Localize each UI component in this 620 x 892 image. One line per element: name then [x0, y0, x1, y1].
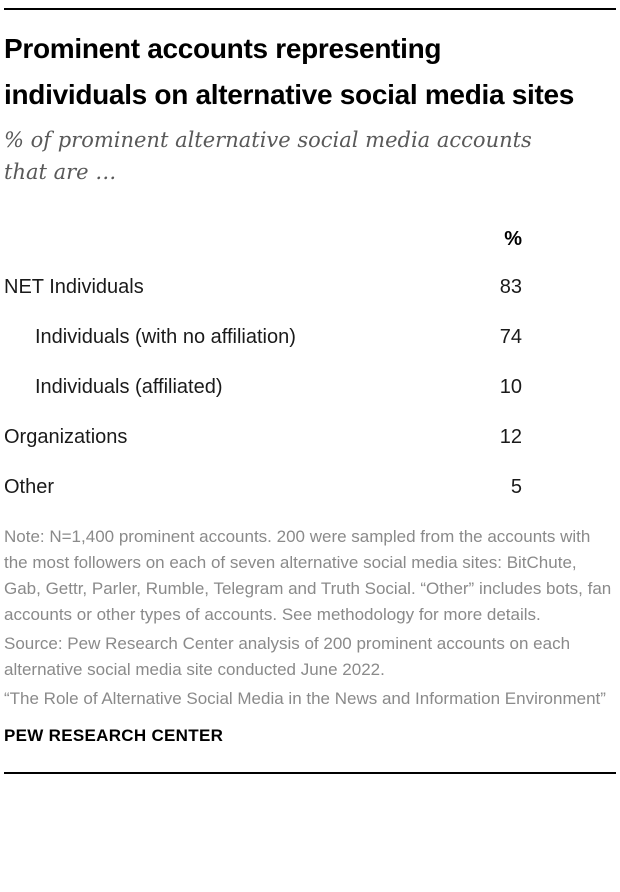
row-value: 83 — [499, 275, 522, 298]
pew-research-center-wordmark: PEW RESEARCH CENTER — [4, 726, 224, 745]
row-value: 10 — [499, 375, 522, 398]
figure-page — [0, 8, 620, 892]
chart-title: Prominent accounts representing individuals on alternative social media sites — [4, 33, 575, 110]
row-value: 5 — [510, 475, 522, 498]
stat-table — [4, 216, 616, 512]
row-label: NET Individuals — [4, 275, 144, 298]
top-rule — [4, 8, 616, 10]
row-label: Individuals (affiliated) — [35, 375, 223, 398]
notes-block — [4, 524, 616, 712]
note-text: Note: N=1,400 prominent accounts. 200 were sampled from the accounts with the most followers on each of seven alternative social media sites: BitChute, Gab, Gettr, Parler, Rumble, Telegram and Truth Social. “Other” includes bots, fan accounts or other types of accounts. See methodology for more details. — [4, 527, 612, 624]
row-label: Organizations — [4, 425, 128, 448]
table-row-individuals-no-affiliation — [4, 312, 522, 362]
source-text: Source: Pew Research Center analysis of 200 prominent accounts on each alternative social media site conducted June 2022. — [4, 634, 571, 679]
table-row-individuals-affiliated — [4, 362, 522, 412]
percent-column-header: % — [504, 227, 522, 250]
table-header-row — [4, 216, 522, 262]
table-row-organizations — [4, 412, 522, 462]
row-label: Individuals (with no affiliation) — [35, 325, 296, 348]
table-row-net-individuals — [4, 262, 522, 312]
report-title-text: “The Role of Alternative Social Media in the News and Information Environment” — [4, 689, 606, 708]
row-label: Other — [4, 475, 55, 498]
bottom-rule — [4, 772, 616, 774]
row-value: 12 — [499, 425, 522, 448]
table-row-other — [4, 462, 522, 512]
chart-subtitle: % of prominent alternative social media accounts that are … — [4, 128, 532, 184]
row-value: 74 — [499, 325, 522, 348]
